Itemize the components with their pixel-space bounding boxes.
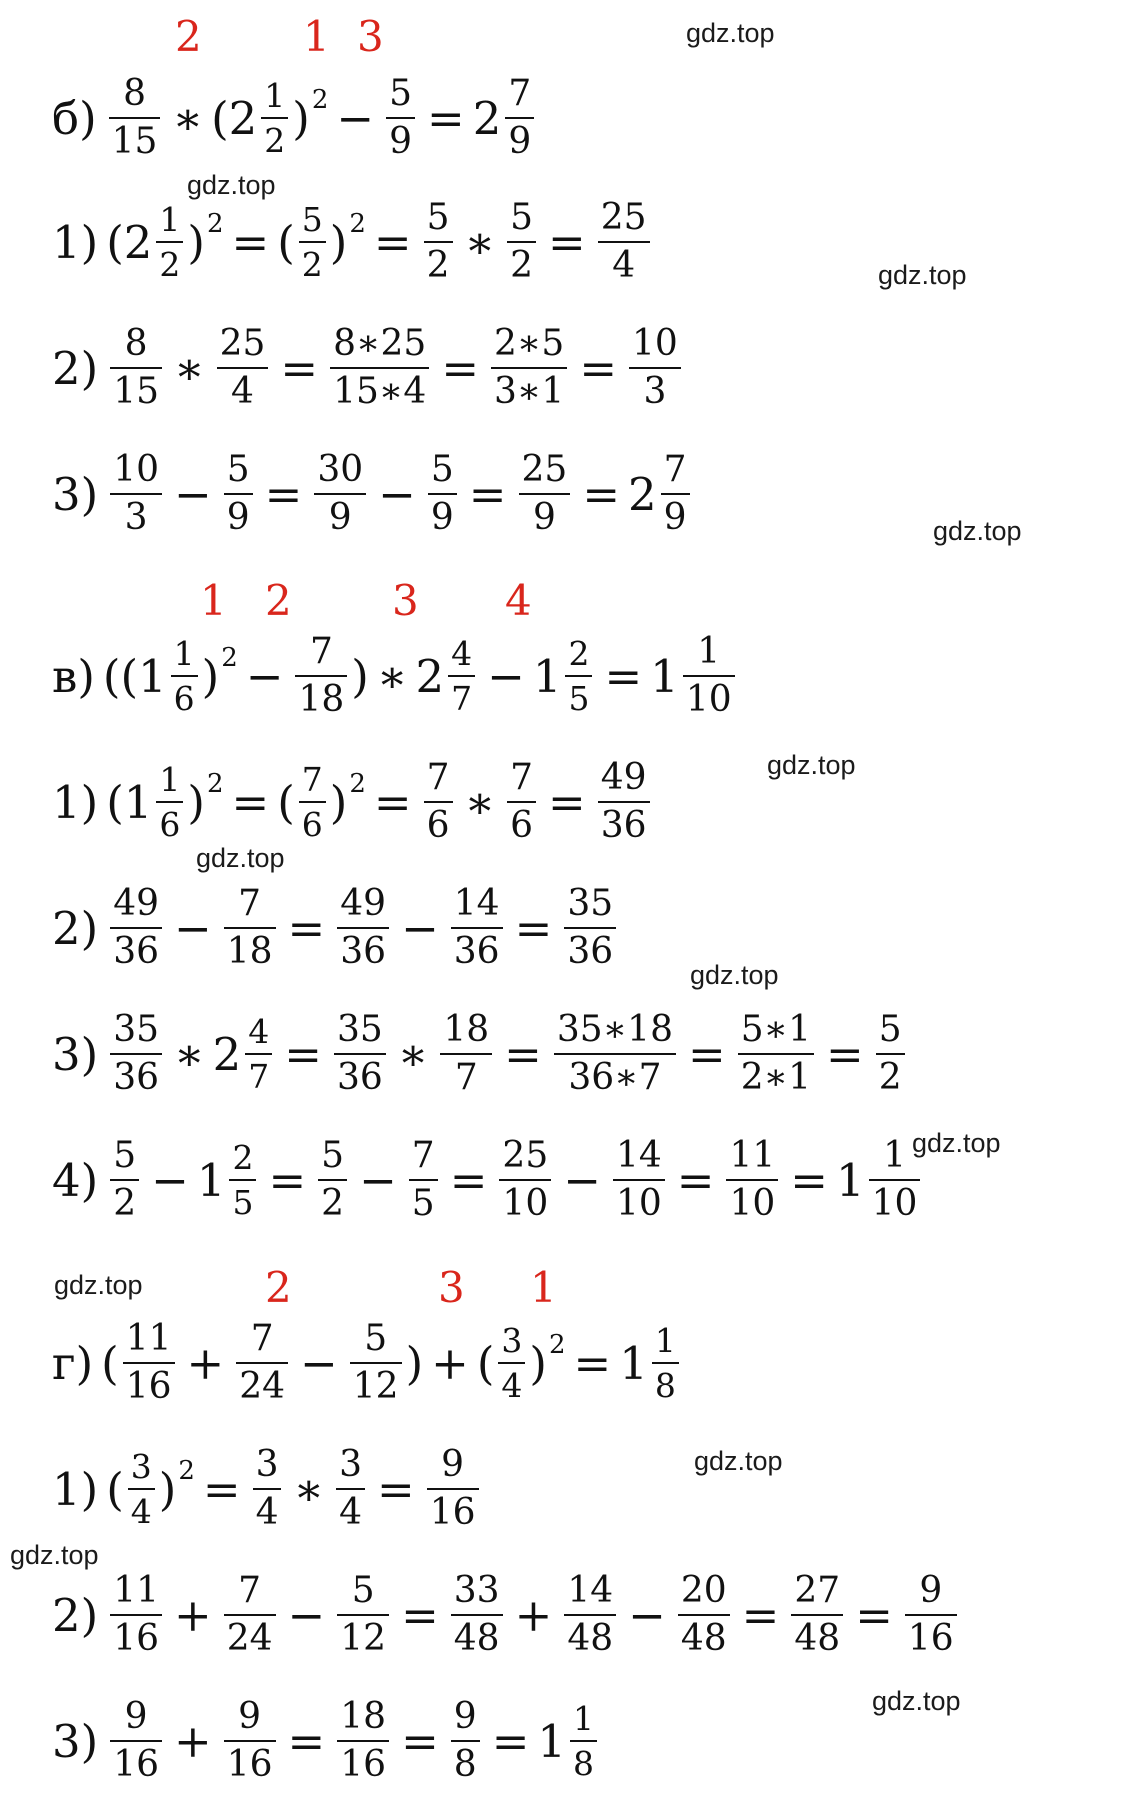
- order-number: 1: [200, 576, 227, 625]
- equation-g: г) ( $\frac{11}{16}$ + $\frac{7}{24}$ − $\frac{5}{12}$ ) + ( $\frac{3}{4}$ ) 2 = 1 $\frac{1}{8}$: [52, 1313, 683, 1413]
- watermark: gdz.top: [767, 750, 856, 780]
- watermark: gdz.top: [196, 843, 285, 873]
- step-g2: 2) $\frac{11}{16}$ + $\frac{7}{24}$ − $\frac{5}{12}$ = $\frac{33}{48}$ + $\frac{14}{48}$ − $\frac{20}{48}$ = $\frac{27}{48}$ = $\frac{9}{16}$: [52, 1565, 961, 1665]
- step-v1: 1) ( 1 $\frac{1}{6}$ ) 2 = ( $\frac{7}{6}$ ) 2 = $\frac{7}{6}$ ∗ $\frac{7}{6}$ = $\frac{49}{36}$: [52, 752, 654, 852]
- watermark: gdz.top: [10, 1540, 99, 1570]
- watermark: gdz.top: [187, 170, 276, 200]
- step-v4: 4) $\frac{5}{2}$ − 1 $\frac{2}{5}$ = $\frac{5}{2}$ − $\frac{7}{5}$ = $\frac{25}{10}$ − $\frac{14}{10}$ = $\frac{11}{10}$ = 1 $\frac{1}{10}$: [52, 1130, 924, 1230]
- order-number: 4: [505, 576, 532, 625]
- order-number: 3: [357, 12, 384, 61]
- equation-v: в) (( 1 $\frac{1}{6}$ ) 2 − $\frac{7}{18}$ ) ∗ 2 $\frac{4}{7}$ − 1 $\frac{2}{5}$ = 1 $\frac{1}{10}$: [52, 626, 739, 726]
- fraction: $\frac{8}{15}$: [109, 76, 161, 160]
- watermark: gdz.top: [54, 1270, 143, 1300]
- step-v3: 3) $\frac{35}{36}$ ∗ 2 $\frac{4}{7}$ = $\frac{35}{36}$ ∗ $\frac{18}{7}$ = $\frac{35∗18}{36∗7}$ = $\frac{5∗1}{2∗1}$ = $\frac{5}{2}$: [52, 1004, 909, 1104]
- fraction: $\frac{1}{2}$: [261, 79, 288, 157]
- section-label: г): [52, 1336, 94, 1390]
- watermark: gdz.top: [872, 1686, 961, 1716]
- fraction: $\frac{7}{9}$: [505, 76, 534, 160]
- step-b3: 3) $\frac{10}{3}$ − $\frac{5}{9}$ = $\frac{30}{9}$ − $\frac{5}{9}$ = $\frac{25}{9}$ = 2 $\frac{7}{9}$: [52, 444, 694, 544]
- step-v2: 2) $\frac{49}{36}$ − $\frac{7}{18}$ = $\frac{49}{36}$ − $\frac{14}{36}$ = $\frac{35}{36}$: [52, 878, 620, 978]
- equation-b: б) $\frac{8}{15}$ ∗ ( 2 $\frac{1}{2}$ ) 2 − $\frac{5}{9}$ = 2 $\frac{7}{9}$: [52, 68, 538, 168]
- section-label: б): [52, 91, 97, 145]
- order-number: 3: [438, 1263, 465, 1312]
- watermark: gdz.top: [933, 516, 1022, 546]
- order-number: 3: [392, 576, 419, 625]
- section-label: в): [52, 649, 95, 703]
- order-number: 2: [265, 1263, 292, 1312]
- step-b2: 2) $\frac{8}{15}$ ∗ $\frac{25}{4}$ = $\frac{8∗25}{15∗4}$ = $\frac{2∗5}{3∗1}$ = $\frac{10}{3}$: [52, 318, 685, 418]
- fraction: $\frac{5}{9}$: [386, 76, 415, 160]
- order-number: 1: [530, 1263, 557, 1312]
- watermark: gdz.top: [694, 1446, 783, 1476]
- order-number: 2: [265, 576, 292, 625]
- watermark: gdz.top: [690, 960, 779, 990]
- step-g3: 3) $\frac{9}{16}$ + $\frac{9}{16}$ = $\frac{18}{16}$ = $\frac{9}{8}$ = 1 $\frac{1}{8}$: [52, 1691, 601, 1791]
- order-number: 1: [303, 12, 330, 61]
- step-b1: 1) ( 2 $\frac{1}{2}$ ) 2 = ( $\frac{5}{2}$ ) 2 = $\frac{5}{2}$ ∗ $\frac{5}{2}$ = $\frac{25}{4}$: [52, 192, 654, 292]
- order-number: 2: [175, 12, 202, 61]
- watermark: gdz.top: [912, 1128, 1001, 1158]
- step-g1: 1) ( $\frac{3}{4}$ ) 2 = $\frac{3}{4}$ ∗ $\frac{3}{4}$ = $\frac{9}{16}$: [52, 1439, 483, 1539]
- watermark: gdz.top: [686, 18, 775, 48]
- watermark: gdz.top: [878, 260, 967, 290]
